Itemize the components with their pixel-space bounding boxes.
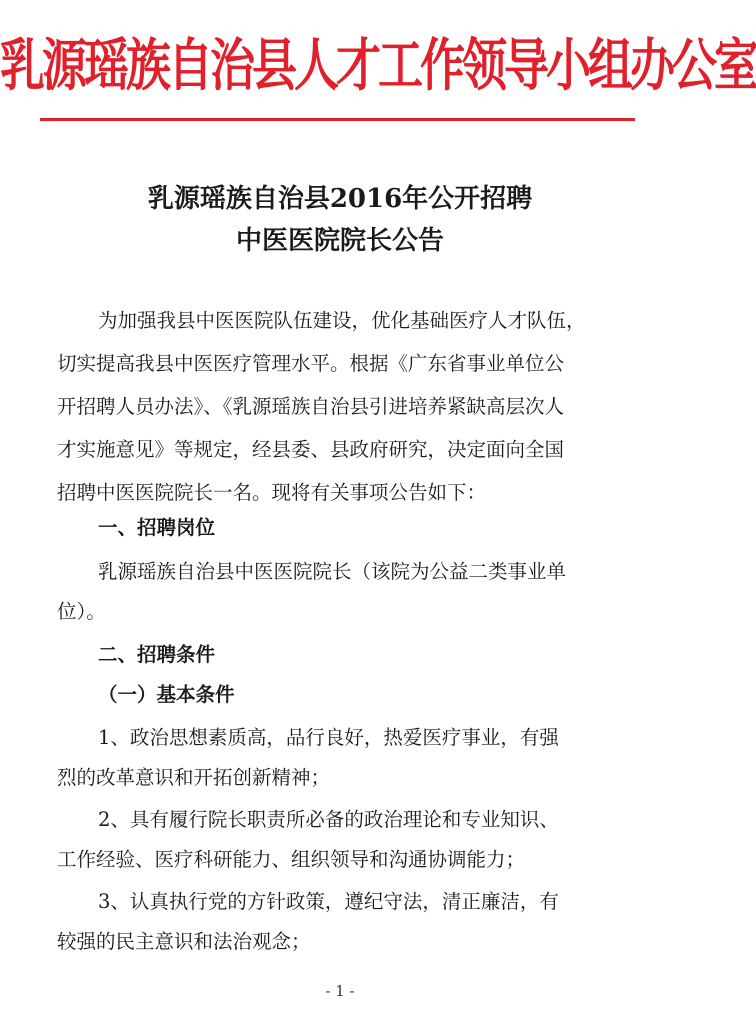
body-paragraph-line: 1、政治思想素质高，品行良好，热爱医疗事业，有强 [98,726,559,749]
body-paragraph-line: 为加强我县中医医院队伍建设，优化基础医疗人才队伍， [98,309,586,332]
document-title-line-1: 乳源瑶族自治县2016年公开招聘 [147,184,533,214]
section-heading-positions: 一、招聘岗位 [98,516,216,539]
document-title-line-2: 中医医院院长公告 [235,226,444,256]
body-paragraph-line: 切实提高我县中医医疗管理水平。根据《广东省事业单位公 [57,352,565,375]
subsection-heading-basic-conditions: （一）基本条件 [98,683,235,706]
section-heading-conditions: 二、招聘条件 [98,643,216,666]
body-paragraph-line: 招聘中医医院院长一名。现将有关事项公告如下： [57,481,487,504]
page-number: - 1 - [325,982,355,1000]
body-paragraph-line: 位）。 [57,600,106,623]
body-paragraph-line: 较强的民主意识和法治观念； [57,930,311,953]
body-paragraph-line: 开招聘人员办法》、《乳源瑶族自治县引进培养紧缺高层次人 [57,395,565,418]
body-paragraph-line: 3、认真执行党的方针政策，遵纪守法，清正廉洁，有 [98,890,559,913]
body-paragraph-line: 2、具有履行院长职责所必备的政治理论和专业知识、 [98,808,559,831]
letterhead-org-name: 乳源瑶族自治县人才工作领导小组办公室 [0,31,756,98]
body-paragraph-line: 才实施意见》等规定，经县委、县政府研究，决定面向全国 [57,438,565,461]
body-paragraph-line: 工作经验、医疗科研能力、组织领导和沟通协调能力； [57,848,526,871]
body-paragraph-line: 烈的改革意识和开拓创新精神； [57,766,331,789]
letterhead-red-rule [40,118,635,121]
body-paragraph-line: 乳源瑶族自治县中医医院院长（该院为公益二类事业单 [98,560,567,583]
